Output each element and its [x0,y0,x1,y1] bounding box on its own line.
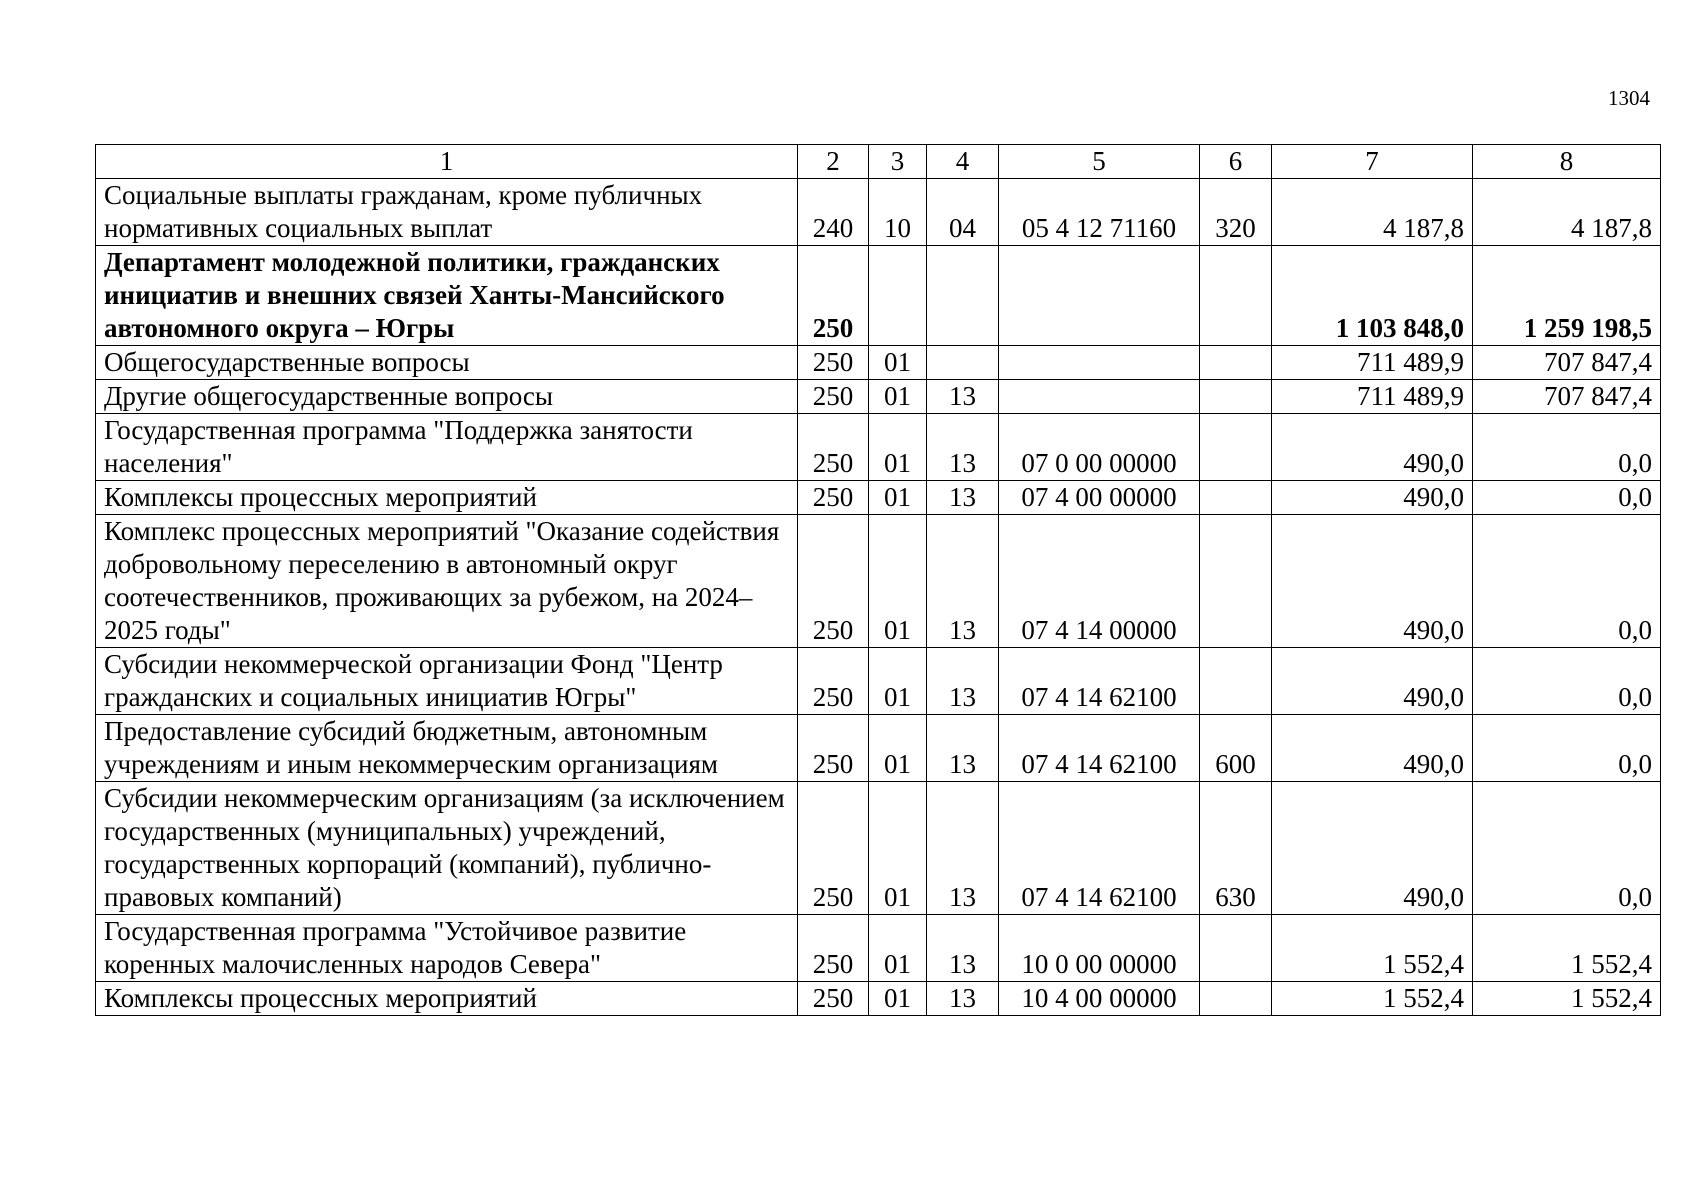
row-section-cell: 01 [869,414,927,481]
row-subsection-cell: 13 [927,414,999,481]
row-admin-code-cell: 250 [798,715,869,782]
header-col-6: 6 [1200,145,1272,179]
row-amount-1-cell: 490,0 [1272,481,1473,515]
row-admin-code-cell: 250 [798,515,869,648]
row-section-cell: 01 [869,515,927,648]
row-admin-code-cell: 250 [798,782,869,915]
row-amount-2-cell: 0,0 [1473,648,1661,715]
row-amount-1-cell: 490,0 [1272,782,1473,915]
row-amount-2-cell: 0,0 [1473,481,1661,515]
row-target-article-cell [999,346,1200,380]
row-amount-2-cell: 0,0 [1473,414,1661,481]
row-section-cell [869,246,927,346]
page-number: 1304 [1608,86,1650,110]
row-amount-2-cell: 1 552,4 [1473,915,1661,982]
row-name-cell: Субсидии некоммерческой организации Фонд "Центр гражданских и социальных инициатив Югры" [96,648,798,715]
header-col-7: 7 [1272,145,1473,179]
row-amount-2-cell: 707 847,4 [1473,346,1661,380]
row-expense-type-cell [1200,346,1272,380]
row-target-article-cell [999,380,1200,414]
row-amount-2-cell: 1 259 198,5 [1473,246,1661,346]
table-row [96,346,1661,380]
row-admin-code-cell: 250 [798,982,869,1016]
table-row [96,782,1661,915]
row-target-article-cell: 07 0 00 00000 [999,414,1200,481]
row-section-cell: 01 [869,915,927,982]
row-admin-code-cell: 250 [798,246,869,346]
table-row [96,246,1661,346]
row-name-cell: Комплексы процессных мероприятий [96,481,798,515]
row-subsection-cell: 04 [927,179,999,246]
row-amount-1-cell: 711 489,9 [1272,380,1473,414]
row-expense-type-cell [1200,246,1272,346]
row-admin-code-cell: 250 [798,346,869,380]
row-section-cell: 01 [869,481,927,515]
row-name-cell: Департамент молодежной политики, гражданских инициатив и внешних связей Ханты-Мансийского автономного округа – Югры [96,246,798,346]
row-amount-2-cell: 0,0 [1473,515,1661,648]
table-row [96,179,1661,246]
row-expense-type-cell: 320 [1200,179,1272,246]
row-target-article-cell: 10 0 00 00000 [999,915,1200,982]
header-col-3: 3 [869,145,927,179]
table-row [96,481,1661,515]
row-section-cell: 01 [869,346,927,380]
row-target-article-cell: 10 4 00 00000 [999,982,1200,1016]
table-row [96,648,1661,715]
row-admin-code-cell: 250 [798,380,869,414]
row-name-cell: Государственная программа "Устойчивое развитие коренных малочисленных народов Севера" [96,915,798,982]
row-amount-2-cell: 0,0 [1473,782,1661,915]
row-expense-type-cell: 630 [1200,782,1272,915]
table-row [96,380,1661,414]
row-amount-1-cell: 1 552,4 [1272,982,1473,1016]
row-subsection-cell: 13 [927,982,999,1016]
row-subsection-cell: 13 [927,515,999,648]
row-amount-1-cell: 490,0 [1272,648,1473,715]
row-name-cell: Социальные выплаты гражданам, кроме публичных нормативных социальных выплат [96,179,798,246]
row-admin-code-cell: 250 [798,648,869,715]
row-name-cell: Комплекс процессных мероприятий "Оказание содействия добровольному переселению в автономный округ соотечественников, проживающих за рубежом, на 2024–2025 годы" [96,515,798,648]
row-target-article-cell: 07 4 00 00000 [999,481,1200,515]
row-target-article-cell: 07 4 14 62100 [999,782,1200,915]
row-expense-type-cell [1200,515,1272,648]
row-target-article-cell: 07 4 14 00000 [999,515,1200,648]
row-section-cell: 01 [869,648,927,715]
row-amount-2-cell: 1 552,4 [1473,982,1661,1016]
table-row [96,915,1661,982]
row-subsection-cell: 13 [927,715,999,782]
row-section-cell: 10 [869,179,927,246]
row-section-cell: 01 [869,782,927,915]
row-admin-code-cell: 250 [798,915,869,982]
row-section-cell: 01 [869,380,927,414]
row-expense-type-cell [1200,915,1272,982]
row-subsection-cell: 13 [927,915,999,982]
budget-table [95,144,1661,1016]
row-subsection-cell [927,346,999,380]
row-expense-type-cell [1200,982,1272,1016]
row-target-article-cell [999,246,1200,346]
row-expense-type-cell [1200,380,1272,414]
row-name-cell: Другие общегосударственные вопросы [96,380,798,414]
row-amount-1-cell: 1 103 848,0 [1272,246,1473,346]
row-subsection-cell: 13 [927,481,999,515]
row-amount-1-cell: 711 489,9 [1272,346,1473,380]
row-amount-1-cell: 490,0 [1272,515,1473,648]
row-admin-code-cell: 250 [798,481,869,515]
row-admin-code-cell: 240 [798,179,869,246]
row-expense-type-cell [1200,648,1272,715]
row-subsection-cell [927,246,999,346]
row-amount-1-cell: 490,0 [1272,414,1473,481]
row-amount-1-cell: 4 187,8 [1272,179,1473,246]
table-row [96,715,1661,782]
row-expense-type-cell: 600 [1200,715,1272,782]
header-col-1: 1 [96,145,798,179]
row-subsection-cell: 13 [927,648,999,715]
row-name-cell: Комплексы процессных мероприятий [96,982,798,1016]
row-amount-2-cell: 707 847,4 [1473,380,1661,414]
row-name-cell: Субсидии некоммерческим организациям (за исключением государственных (муниципальных) учреждений, государственных корпораций (компаний), публично-правовых компаний) [96,782,798,915]
row-expense-type-cell [1200,481,1272,515]
row-target-article-cell: 05 4 12 71160 [999,179,1200,246]
row-name-cell: Общегосударственные вопросы [96,346,798,380]
row-section-cell: 01 [869,715,927,782]
row-admin-code-cell: 250 [798,414,869,481]
row-subsection-cell: 13 [927,782,999,915]
row-section-cell: 01 [869,982,927,1016]
row-target-article-cell: 07 4 14 62100 [999,648,1200,715]
row-expense-type-cell [1200,414,1272,481]
header-col-5: 5 [999,145,1200,179]
header-col-2: 2 [798,145,869,179]
row-amount-1-cell: 490,0 [1272,715,1473,782]
table-row [96,515,1661,648]
row-target-article-cell: 07 4 14 62100 [999,715,1200,782]
row-name-cell: Государственная программа "Поддержка занятости населения" [96,414,798,481]
row-amount-2-cell: 0,0 [1473,715,1661,782]
row-amount-2-cell: 4 187,8 [1473,179,1661,246]
table-body [96,179,1661,1016]
header-col-4: 4 [927,145,999,179]
table-row [96,414,1661,481]
row-amount-1-cell: 1 552,4 [1272,915,1473,982]
header-col-8: 8 [1473,145,1661,179]
row-subsection-cell: 13 [927,380,999,414]
table-row [96,982,1661,1016]
header-row [96,145,1661,179]
row-name-cell: Предоставление субсидий бюджетным, автономным учреждениям и иным некоммерческим организациям [96,715,798,782]
